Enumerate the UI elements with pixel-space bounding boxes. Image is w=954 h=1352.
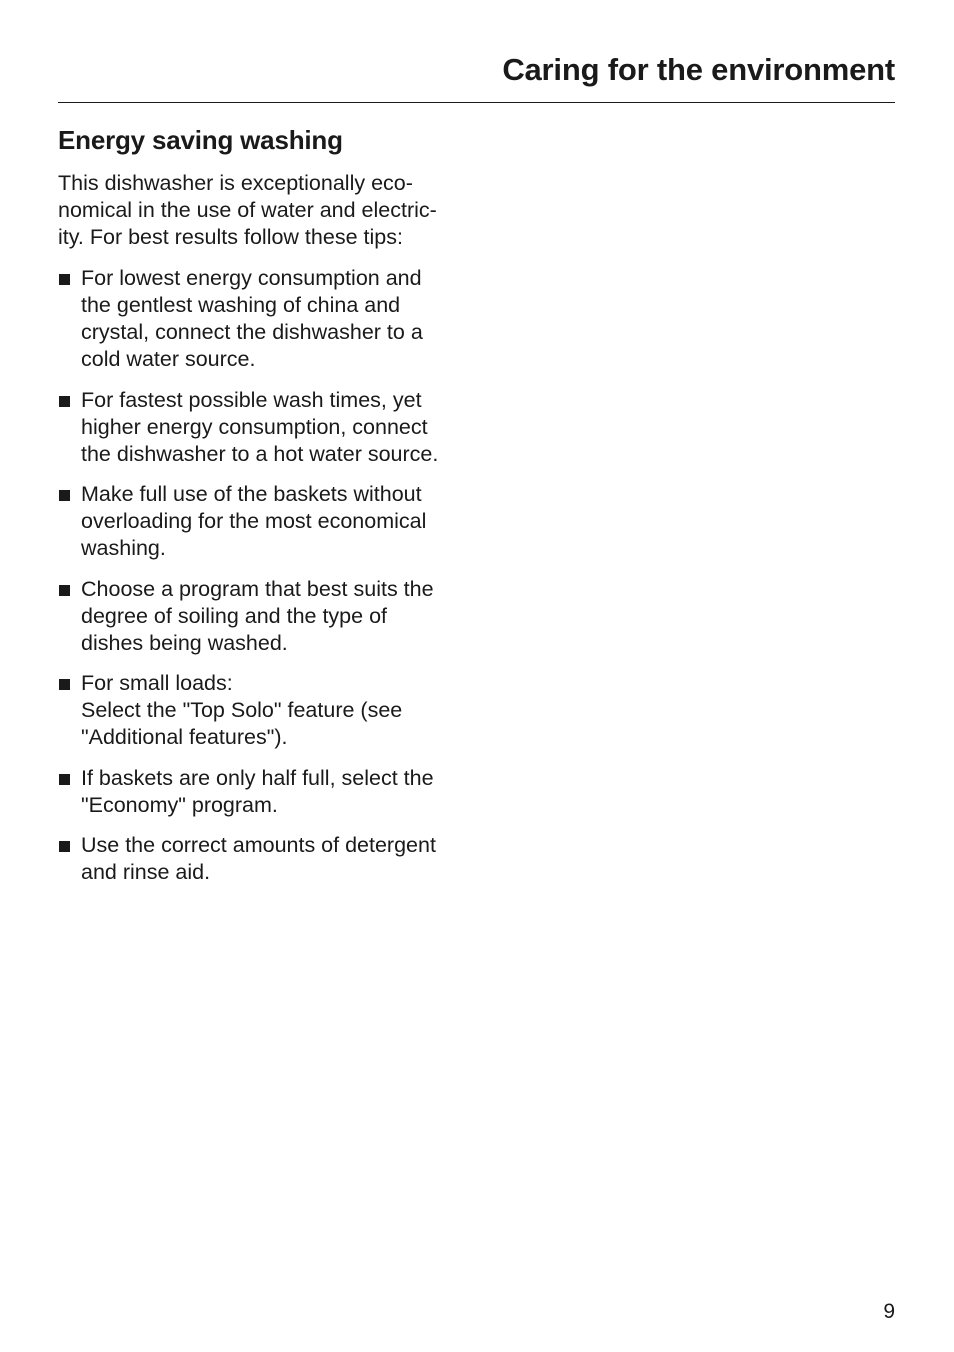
tip-text: Choose a program that best suits the degree of soiling and the type of dishes being washed. (81, 576, 434, 655)
main-content (58, 122, 478, 900)
tip-item (58, 265, 478, 373)
square-bullet-icon (59, 396, 70, 407)
square-bullet-icon (59, 274, 70, 285)
square-bullet-icon (59, 585, 70, 596)
tip-text: For small loads: Select the "Top Solo" feature (see "Additional features"). (81, 671, 403, 749)
tip-text: If baskets are only half full, select the "Economy" program. (81, 765, 434, 817)
tip-text: For fastest possible wash times, yet higher energy consumption, connect the dishwasher to a hot water source. (81, 387, 439, 466)
square-bullet-icon (59, 679, 70, 690)
square-bullet-icon (59, 774, 70, 785)
square-bullet-icon (59, 841, 70, 852)
tip-text: Make full use of the baskets without overloading for the most economical washing. (81, 482, 427, 560)
intro-paragraph: This dishwasher is exceptionally eco- nomical in the use of water and electric- ity. For best results follow these tips: (58, 171, 437, 249)
square-bullet-icon (59, 490, 70, 501)
tip-item (58, 387, 478, 468)
tip-text: For lowest energy consumption and the gentlest washing of china and crystal, connect the dishwasher to a cold water source. (81, 266, 423, 371)
section-heading: Energy saving washing (58, 125, 343, 155)
page-title: Caring for the environment (502, 52, 895, 87)
tip-item (58, 832, 478, 886)
tip-item (58, 670, 478, 751)
tip-item (58, 481, 478, 562)
tip-item (58, 765, 478, 819)
page-number: 9 (883, 1300, 895, 1323)
page-header (58, 50, 895, 103)
tip-text: Use the correct amounts of detergent and rinse aid. (81, 833, 436, 884)
tips-list (58, 265, 478, 886)
tip-item (58, 576, 478, 657)
